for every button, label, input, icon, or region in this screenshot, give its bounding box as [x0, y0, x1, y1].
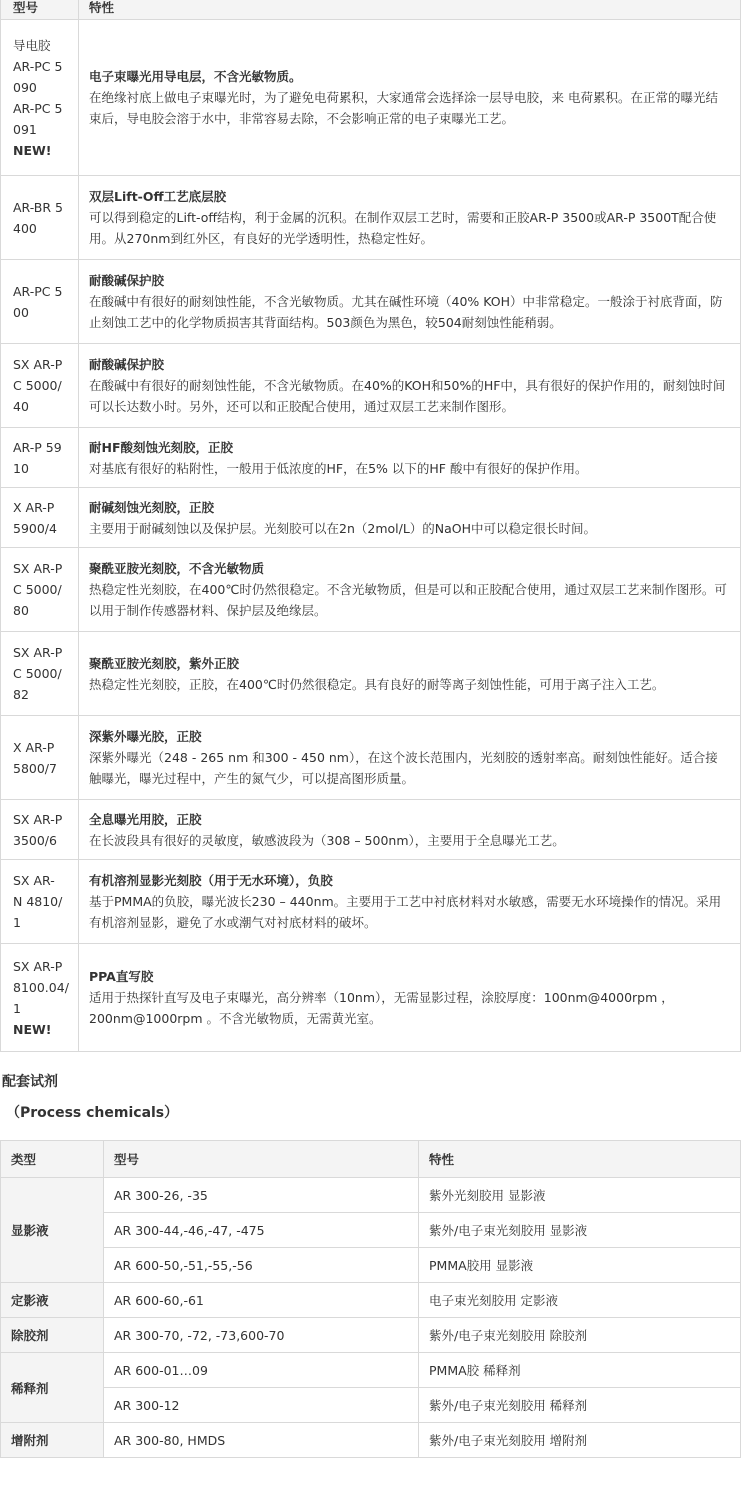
props-cell [79, 860, 741, 944]
table-row [1, 944, 741, 1052]
resist-description: 在酸碱中有很好的耐刻蚀性能，不含光敏物质。尤其在碱性环境（40% KOH）中非常稳定。一般涂于衬底背面，防止刻蚀工艺中的化学物质损害其背面结构。503颜色为黑色，较504耐刻蚀性能稍弱。 [89, 294, 723, 330]
props-cell: PMMA胶用 显影液 [419, 1248, 741, 1283]
resist-description: 深紫外曝光（248 - 265 nm 和300 - 450 nm），在这个波长范围内，光刻胶的透射率高。耐刻蚀性能好。适合接触曝光，曝光过程中，产生的氮气少，可以提高图形质量。 [89, 750, 718, 786]
model-text: AR-P 59 10 [13, 439, 62, 476]
model-cell [1, 800, 79, 860]
model-cell: AR 600-01…09 [104, 1353, 419, 1388]
header-model: 型号 [104, 1141, 419, 1178]
props-cell [79, 20, 741, 176]
process-row [1, 1318, 741, 1353]
props-cell [79, 488, 741, 548]
model-text: SX AR-P 3500/6 [13, 811, 63, 848]
resist-title: 耐HF酸刻蚀光刻胶，正胶 [89, 439, 234, 455]
process-table [0, 1140, 741, 1458]
process-header-row [1, 1141, 741, 1178]
resist-title: 耐碱刻蚀光刻胶，正胶 [89, 499, 215, 515]
type-cell: 增附剂 [1, 1423, 104, 1458]
table-header-row [1, 0, 741, 20]
table-row [1, 20, 741, 176]
model-cell: AR 300-80, HMDS [104, 1423, 419, 1458]
resist-description: 适用于热探针直写及电子束曝光，高分辨率（10nm），无需显影过程，涂胶厚度：100nm@4000rpm ，200nm@1000rpm 。不含光敏物质，无需黄光室。 [89, 990, 674, 1026]
resist-title: 深紫外曝光胶，正胶 [89, 729, 202, 744]
resist-description: 基于PMMA的负胶，曝光波长230 – 440nm。主要用于工艺中衬底材料对水敏感，需要无水环境操作的情况。采用有机溶剂显影，避免了水或潮气对衬底材料的破坏。 [89, 894, 722, 930]
table-row [1, 548, 741, 632]
model-text: AR-PC 5 00 [13, 283, 63, 320]
model-text: SX AR-P C 5000/ 82 [13, 645, 63, 702]
model-text: AR-BR 5 400 [13, 199, 63, 236]
model-cell [1, 944, 79, 1052]
model-cell [1, 344, 79, 428]
resist-description: 主要用于耐碱刻蚀以及保护层。光刻胶可以在2n（2mol/L）的NaOH中可以稳定很长时间。 [89, 520, 597, 536]
process-row [1, 1178, 741, 1213]
process-subtitle: （Process chemicals） [6, 1105, 179, 1121]
process-row [1, 1248, 741, 1283]
type-cell: 定影液 [1, 1283, 104, 1318]
resist-description: 对基底有很好的粘附性，一般用于低浓度的HF，在5% 以下的HF 酸中有很好的保护作用。 [89, 460, 588, 476]
resist-title: 耐酸碱保护胶 [89, 273, 165, 288]
table-row [1, 860, 741, 944]
props-cell [79, 944, 741, 1052]
resist-title: 电子束曝光用导电层，不含光敏物质。 [89, 69, 302, 84]
model-cell: AR 600-50,-51,-55,-56 [104, 1248, 419, 1283]
model-cell [1, 716, 79, 800]
table-row [1, 800, 741, 860]
process-row [1, 1283, 741, 1318]
props-cell [79, 428, 741, 488]
resist-description: 可以得到稳定的Lift-off结构，利于金属的沉积。在制作双层工艺时，需要和正胶AR-P 3500或AR-P 3500T配合使用。从270nm到红外区，有良好的光学透明性，热稳定性好。 [89, 210, 717, 246]
model-text: SX AR-P 8100.04/ 1 [13, 958, 69, 1016]
model-cell [1, 488, 79, 548]
model-cell [1, 20, 79, 176]
props-cell [79, 344, 741, 428]
header-props: 特性 [419, 1141, 741, 1178]
table-row [1, 428, 741, 488]
type-cell: 显影液 [1, 1178, 104, 1283]
props-cell: 电子束光刻胶用 定影液 [419, 1283, 741, 1318]
model-text: SX AR-P C 5000/ 80 [13, 561, 63, 618]
table-row [1, 716, 741, 800]
props-cell: 紫外/电子束光刻胶用 除胶剂 [419, 1318, 741, 1353]
resist-description: 热稳定性光刻胶，正胶，在400℃时仍然很稳定。具有良好的耐等离子刻蚀性能，可用于离子注入工艺。 [89, 676, 665, 692]
props-cell: 紫外/电子束光刻胶用 增附剂 [419, 1423, 741, 1458]
new-badge: NEW! [13, 142, 52, 158]
model-cell: AR 600-60,-61 [104, 1283, 419, 1318]
table-row [1, 176, 741, 260]
props-cell: PMMA胶 稀释剂 [419, 1353, 741, 1388]
resist-title: 聚酰亚胺光刻胶，不含光敏物质 [89, 561, 265, 576]
resist-title: 聚酰亚胺光刻胶，紫外正胶 [89, 655, 240, 671]
props-cell [79, 632, 741, 716]
new-badge: NEW! [13, 1021, 52, 1037]
model-cell: AR 300-70, -72, -73,600-70 [104, 1318, 419, 1353]
process-row [1, 1423, 741, 1458]
model-text: X AR-P 5900/4 [13, 499, 57, 536]
model-cell [1, 548, 79, 632]
resist-title: PPA直写胶 [89, 969, 154, 984]
resist-title: 有机溶剂显影光刻胶（用于无水环境），负胶 [89, 873, 333, 888]
props-cell [79, 548, 741, 632]
resist-description: 在绝缘衬底上做电子束曝光时，为了避免电荷累积，大家通常会选择涂一层导电胶，来 电荷累积。在正常的曝光结束后，导电胶会溶于水中，非常容易去除，不会影响正常的电子束曝光工艺。 [89, 90, 718, 126]
header-type: 类型 [1, 1141, 104, 1178]
type-cell: 除胶剂 [1, 1318, 104, 1353]
model-cell: AR 300-44,-46,-47, -475 [104, 1213, 419, 1248]
table-row [1, 632, 741, 716]
process-row [1, 1388, 741, 1423]
props-cell [79, 800, 741, 860]
model-text: 导电胶 AR-PC 5 090 AR-PC 5 091 [13, 37, 63, 137]
header-props: 特性 [79, 0, 741, 20]
model-cell [1, 632, 79, 716]
model-cell [1, 176, 79, 260]
props-cell [79, 176, 741, 260]
resist-title: 双层Lift-Off工艺底层胶 [89, 189, 227, 204]
table-row [1, 344, 741, 428]
props-cell [79, 716, 741, 800]
model-cell: AR 300-26, -35 [104, 1178, 419, 1213]
props-cell: 紫外/电子束光刻胶用 显影液 [419, 1213, 741, 1248]
process-row [1, 1353, 741, 1388]
type-cell: 稀释剂 [1, 1353, 104, 1423]
model-cell [1, 860, 79, 944]
model-cell [1, 260, 79, 344]
table-row [1, 488, 741, 548]
process-row [1, 1213, 741, 1248]
model-text: SX AR-P C 5000/ 40 [13, 357, 63, 414]
resist-title: 耐酸碱保护胶 [89, 357, 165, 372]
header-model: 型号 [1, 0, 79, 20]
table-row [1, 260, 741, 344]
resist-description: 在长波段具有很好的灵敏度，敏感波段为（308 – 500nm），主要用于全息曝光工艺。 [89, 832, 565, 848]
resist-title: 全息曝光用胶，正胶 [89, 811, 202, 827]
props-cell: 紫外/电子束光刻胶用 稀释剂 [419, 1388, 741, 1423]
props-cell: 紫外光刻胶用 显影液 [419, 1178, 741, 1213]
model-text: X AR-P 5800/7 [13, 739, 57, 776]
resist-description: 热稳定性光刻胶，在400℃时仍然很稳定。不含光敏物质，但是可以和正胶配合使用，通过双层工艺来制作图形。可以用于制作传感器材料、保护层及绝缘层。 [89, 582, 727, 618]
process-title: 配套试剂 [2, 1074, 58, 1090]
model-cell: AR 300-12 [104, 1388, 419, 1423]
props-cell [79, 260, 741, 344]
model-cell [1, 428, 79, 488]
resist-description: 在酸碱中有很好的耐刻蚀性能，不含光敏物质。在40%的KOH和50%的HF中，具有很好的保护作用的，耐刻蚀时间可以长达数小时。另外，还可以和正胶配合使用，通过双层工艺来制作图形。 [89, 378, 726, 414]
model-text: SX AR- N 4810/ 1 [13, 873, 63, 930]
